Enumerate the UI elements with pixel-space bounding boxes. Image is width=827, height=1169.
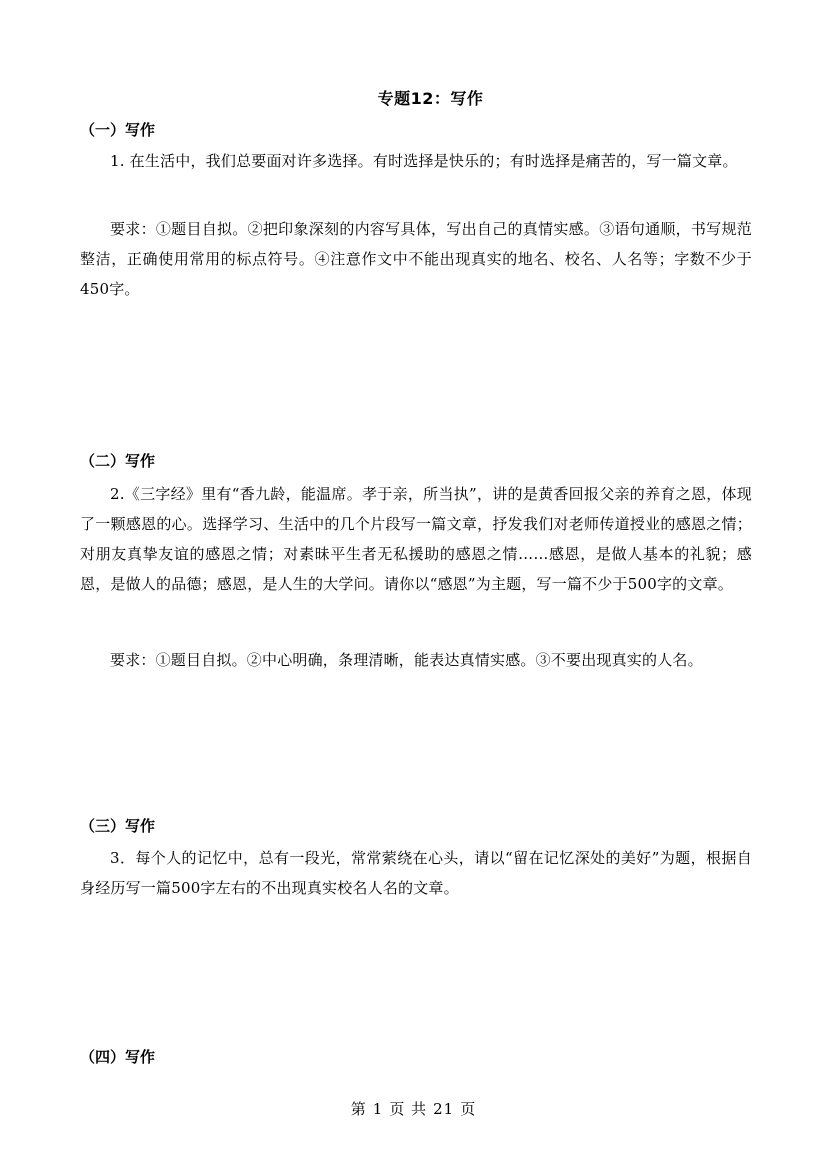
footer-prefix: 第: [350, 1100, 367, 1118]
section-heading-1: （一）写作: [80, 121, 156, 139]
section-heading-4: （四）写作: [80, 1048, 156, 1066]
question-1-text: 1. 在生活中，我们总要面对许多选择。有时选择是快乐的；有时选择是痛苦的，写一篇文章。: [110, 152, 738, 170]
question-3-text: 3．每个人的记忆中，总有一段光，常常萦绕在心头，请以“留在记忆深处的美好”为题，根据自身经历写一篇500字左右的不出现真实校名人名的文章。: [80, 849, 752, 897]
question-2-text: 2.《三字经》里有“香九龄，能温席。孝于亲，所当执”，讲的是黄香回报父亲的养育之恩，体现了一颗感恩的心。选择学习、生活中的几个片段写一篇文章，抒发我们对老师传道授业的感恩之情；对朋友真挚友谊的感恩之情；对素昧平生者无私援助的感恩之情……感恩，是做人基本的礼貌；感恩，是做人的品德；感恩，是人生的大学问。请你以“感恩”为主题，写一篇不少于500字的文章。: [80, 485, 752, 593]
page-title: 专题12：写作: [377, 89, 484, 108]
section-heading-2: （二）写作: [80, 452, 156, 470]
footer-page-number: 1: [372, 1100, 384, 1118]
section-heading-3: （三）写作: [80, 817, 156, 835]
footer-total-pages: 21: [433, 1100, 455, 1118]
footer-middle: 页 共: [389, 1100, 428, 1118]
question-1-requirements: 要求：①题目自拟。②把印象深刻的内容写具体，写出自己的真情实感。③语句通顺，书写规范整洁，正确使用常用的标点符号。④注意作文中不能出现真实的地名、校名、人名等；字数不少于450字。: [80, 220, 752, 298]
page-footer: [0, 1098, 827, 1119]
question-2-requirements: 要求：①题目自拟。②中心明确，条理清晰，能表达真情实感。③不要出现真实的人名。: [110, 651, 703, 669]
footer-suffix: 页: [460, 1100, 477, 1118]
